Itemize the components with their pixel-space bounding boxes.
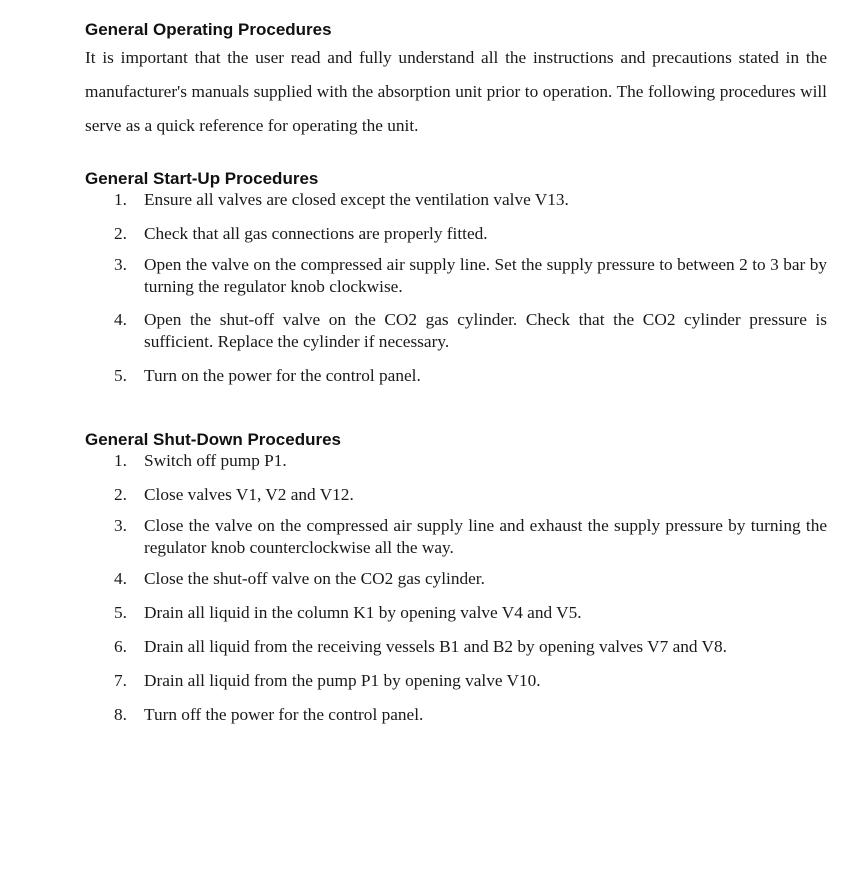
shutdown-step [85,568,827,590]
step-number: 5. [114,366,127,385]
step-number: 4. [114,569,127,588]
step-text: Close the shut-off valve on the CO2 gas cylinder. [144,569,485,588]
step-text: Open the valve on the compressed air supply line. Set the supply pressure to between 2 to 3 bar by turning the regulator knob clockwise. [144,255,827,296]
step-text: Turn off the power for the control panel. [144,705,424,724]
startup-step [85,189,827,211]
startup-step [85,223,827,245]
general-operating-heading: General Operating Procedures [85,20,332,39]
step-text: Open the shut-off valve on the CO2 gas cylinder. Check that the CO2 cylinder pressure is sufficient. Replace the cylinder if necessary. [144,310,827,351]
step-number: 8. [114,705,127,724]
shutdown-step [85,602,827,624]
shutdown-step [85,484,827,506]
step-number: 1. [114,190,127,209]
startup-step [85,254,827,298]
step-number: 3. [114,255,127,274]
startup-steps-list [85,189,827,387]
step-number: 3. [114,516,127,535]
startup-step [85,365,827,387]
shutdown-steps-list [85,450,827,726]
step-text: Drain all liquid from the receiving vessels B1 and B2 by opening valves V7 and V8. [144,637,727,656]
step-number: 4. [114,310,127,329]
step-number: 7. [114,671,127,690]
step-text: Close the valve on the compressed air supply line and exhaust the supply pressure by turning the regulator knob counterclockwise all the way. [144,516,827,557]
step-number: 2. [114,485,127,504]
step-text: Check that all gas connections are properly fitted. [144,224,488,243]
step-text: Drain all liquid in the column K1 by opening valve V4 and V5. [144,603,582,622]
step-number: 2. [114,224,127,243]
step-text: Switch off pump P1. [144,451,287,470]
step-text: Turn on the power for the control panel. [144,366,421,385]
shutdown-step [85,704,827,726]
step-text: Drain all liquid from the pump P1 by opening valve V10. [144,671,541,690]
step-text: Close valves V1, V2 and V12. [144,485,354,504]
shutdown-step [85,515,827,559]
intro-paragraph: It is important that the user read and fully understand all the instructions and precautions stated in the manufacturer's manuals supplied with the absorption unit prior to operation. The following procedures will serve as a quick reference for operating the unit. [85,48,827,135]
shutdown-heading: General Shut-Down Procedures [85,430,341,449]
shutdown-step [85,450,827,472]
document-page [85,20,827,738]
step-number: 5. [114,603,127,622]
shutdown-step [85,670,827,692]
startup-heading: General Start-Up Procedures [85,169,319,188]
step-number: 1. [114,451,127,470]
step-text: Ensure all valves are closed except the ventilation valve V13. [144,190,569,209]
step-number: 6. [114,637,127,656]
startup-step [85,309,827,353]
shutdown-step [85,636,827,658]
